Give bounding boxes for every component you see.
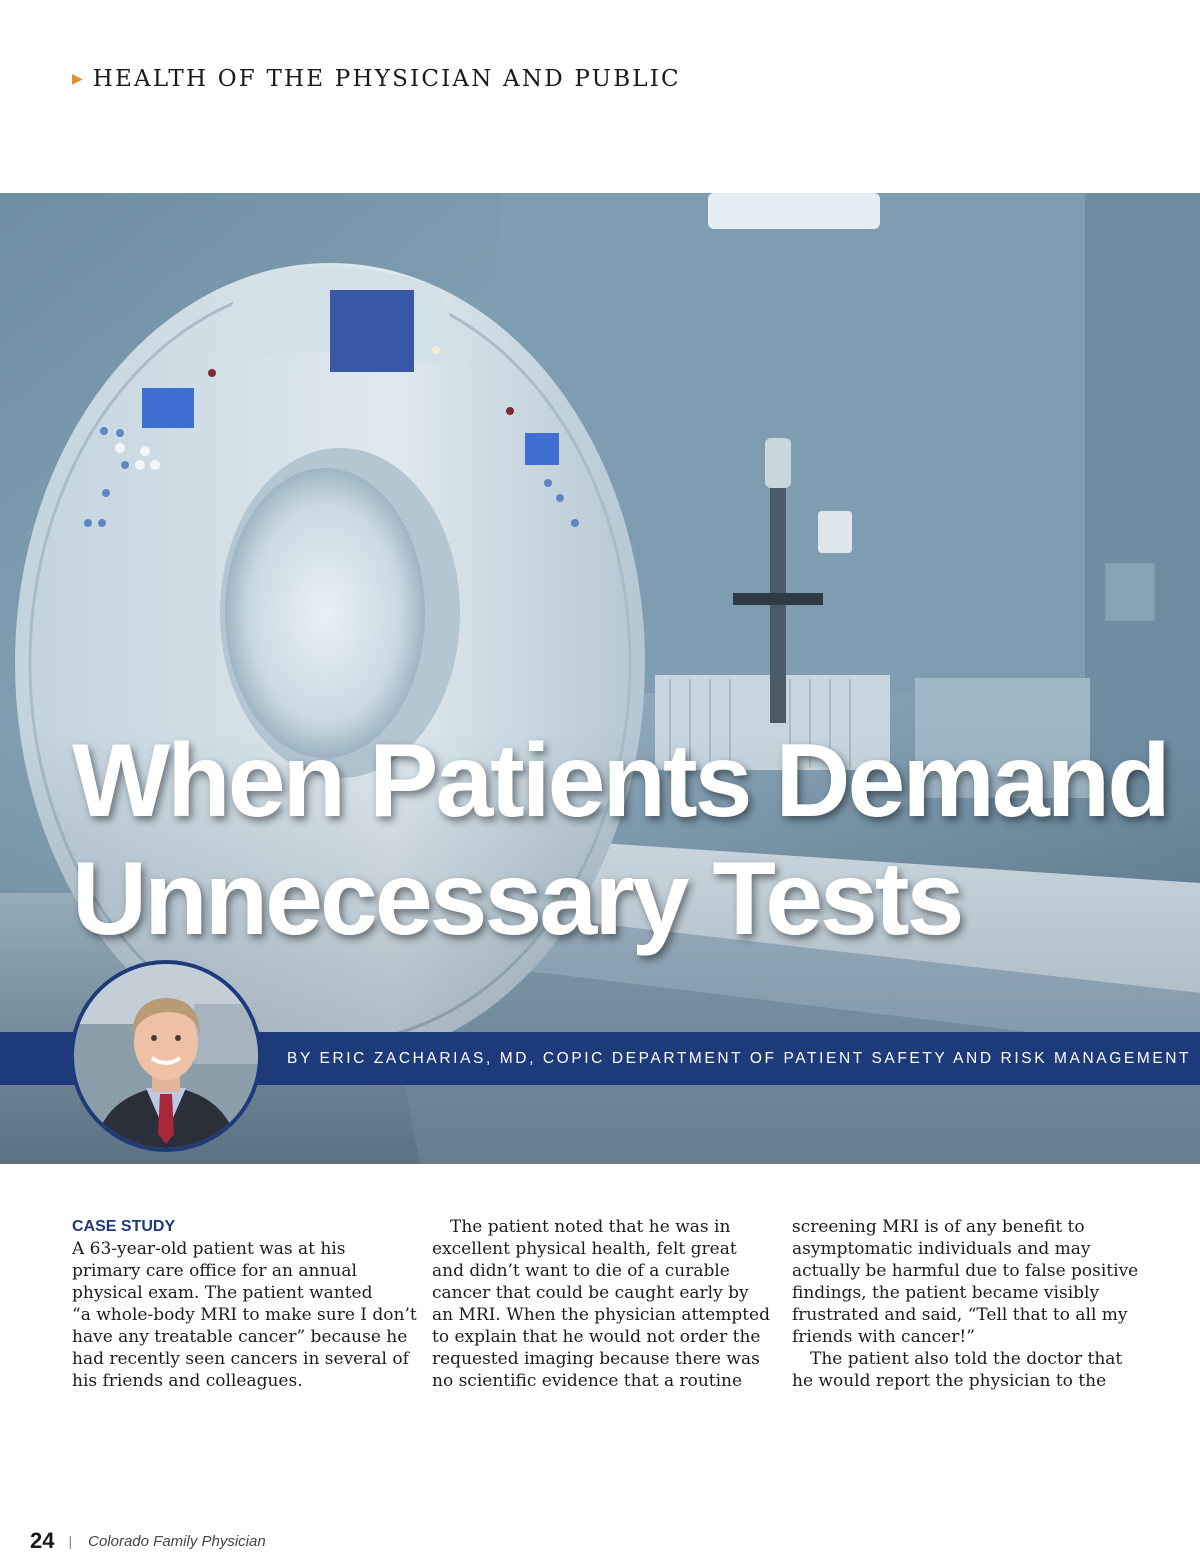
text-line: “a whole-body MRI to make sure I don’t <box>72 1305 417 1325</box>
headline-line-1: When Patients Demand <box>72 723 1168 839</box>
text-line: had recently seen cancers in several of <box>72 1349 409 1369</box>
text-line: frustrated and said, “Tell that to all my <box>792 1305 1128 1325</box>
text-line: actually be harmful due to false positive <box>792 1261 1139 1281</box>
author-portrait-image <box>74 964 258 1148</box>
author-portrait <box>70 960 262 1152</box>
text-line: no scientific evidence that a routine <box>432 1371 743 1391</box>
section-header <box>72 66 681 92</box>
text-line: physical exam. The patient wanted <box>72 1283 373 1303</box>
case-study-heading: CASE STUDY <box>72 1218 176 1235</box>
article-column-1 <box>72 1216 417 1392</box>
article-column-2 <box>432 1216 772 1392</box>
text-line: he would report the physician to the <box>792 1371 1107 1391</box>
article-headline <box>72 722 1172 958</box>
text-line: excellent physical health, felt great <box>432 1239 737 1259</box>
text-line: an MRI. When the physician attempted <box>432 1305 770 1325</box>
text-line: to explain that he would not order the <box>432 1327 761 1347</box>
headline-line-2: Unnecessary Tests <box>72 841 962 957</box>
page-number: 24 <box>30 1528 55 1553</box>
page-footer <box>30 1528 266 1554</box>
publication-name: Colorado Family Physician <box>88 1532 266 1550</box>
text-line: requested imaging because there was <box>432 1349 760 1369</box>
text-line: have any treatable cancer” because he <box>72 1327 408 1347</box>
section-title: HEALTH OF THE PHYSICIAN AND PUBLIC <box>92 66 681 92</box>
text-line: his friends and colleagues. <box>72 1371 303 1391</box>
footer-separator: | <box>68 1533 73 1549</box>
text-line: primary care office for an annual <box>72 1261 357 1281</box>
text-line: A 63-year-old patient was at his <box>72 1239 346 1259</box>
text-line: friends with cancer!” <box>792 1327 975 1347</box>
article-column-3 <box>792 1216 1139 1392</box>
text-line: The patient noted that he was in <box>450 1217 731 1237</box>
text-line: cancer that could be caught early by <box>432 1283 749 1303</box>
text-line: The patient also told the doctor that <box>810 1349 1123 1369</box>
triangle-right-icon: ▶ <box>72 71 83 87</box>
text-line: screening MRI is of any benefit to <box>792 1217 1085 1237</box>
text-line: findings, the patient became visibly <box>792 1283 1100 1303</box>
byline: BY ERIC ZACHARIAS, MD, COPIC DEPARTMENT OF PATIENT SAFETY AND RISK MANAGEMENT <box>287 1049 1192 1067</box>
text-line: asymptomatic individuals and may <box>792 1239 1091 1259</box>
text-line: and didn’t want to die of a curable <box>432 1261 730 1281</box>
